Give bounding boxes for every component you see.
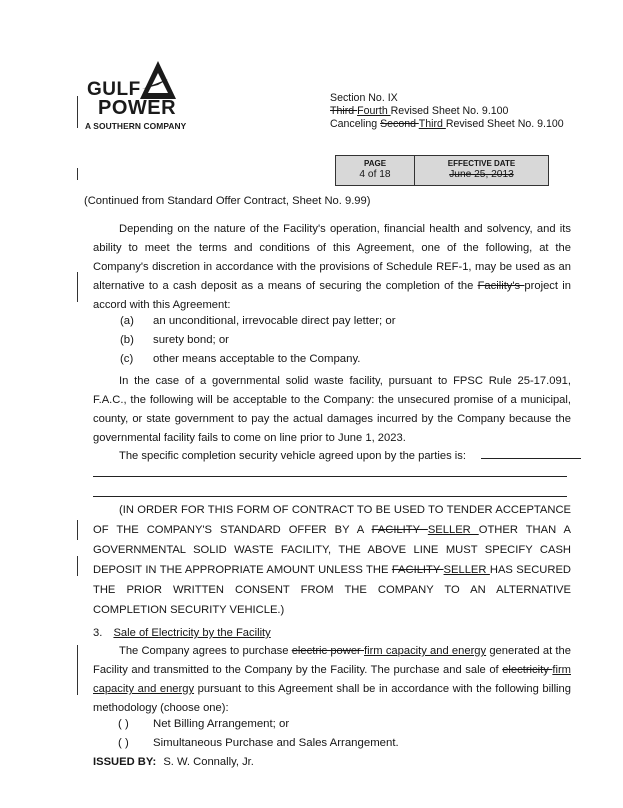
revision-bar bbox=[77, 520, 78, 540]
billing-choice[interactable] bbox=[118, 737, 399, 749]
revision-bar bbox=[77, 96, 78, 128]
sheet-revision bbox=[330, 105, 508, 118]
revision-bar bbox=[77, 645, 78, 695]
list-marker: (a) bbox=[120, 315, 134, 327]
security-vehicle-line bbox=[119, 448, 581, 462]
effective-date-cell bbox=[415, 156, 548, 185]
page-cell bbox=[336, 156, 415, 185]
canceling-revision bbox=[330, 118, 564, 131]
list-text: surety bond; or bbox=[153, 334, 229, 346]
list-text: other means acceptable to the Company. bbox=[153, 353, 361, 365]
issued-name: S. W. Connally, Jr. bbox=[163, 756, 254, 768]
choice-label: Simultaneous Purchase and Sales Arrangement. bbox=[153, 737, 399, 749]
list-marker: (c) bbox=[120, 353, 134, 365]
sheet-rest: Revised Sheet No. 9.100 bbox=[390, 105, 509, 117]
logo-power: POWER bbox=[98, 97, 177, 119]
cancel-old: Second bbox=[380, 118, 419, 130]
choice-label: Net Billing Arrangement; or bbox=[153, 718, 290, 730]
sheet-new: Fourth bbox=[357, 105, 391, 117]
revision-bar bbox=[77, 272, 78, 302]
s3-mid: generated at the Facility and transmitted to the Company by the Facility. The purchase and sale of bbox=[93, 645, 571, 676]
continued-note: (Continued from Standard Offer Contract, Sheet No. 9.99) bbox=[84, 195, 371, 207]
s3-after: pursuant to this Agreement shall be in accordance with the following billing methodology (choose one): bbox=[93, 683, 571, 714]
billing-choice[interactable] bbox=[118, 718, 290, 730]
s3-struck1: electric power bbox=[291, 645, 364, 657]
s3-new1: firm capacity and energy bbox=[363, 645, 487, 657]
caps-part1: (IN ORDER FOR THIS FORM OF CONTRACT TO BE USED TO TENDER ACCEPTANCE OF THE COMPANY'S STANDARD OFFER BY A bbox=[93, 504, 571, 536]
page-date-box bbox=[335, 155, 549, 186]
revision-bar bbox=[77, 168, 78, 180]
revision-bar bbox=[77, 556, 78, 576]
cancel-new: Third bbox=[418, 118, 446, 130]
security-vehicle-blank bbox=[481, 448, 581, 459]
page-label: PAGE bbox=[363, 159, 387, 168]
section-number: Section No. IX bbox=[330, 92, 398, 104]
sheet-old: Third bbox=[330, 105, 358, 117]
s3-new2: firm capacity and energy bbox=[93, 664, 571, 695]
para1-before: Depending on the nature of the Facility's operation, financial health and solvency, and its ability to meet the terms and conditions of this Agreement, one of the following, at the Company's discretion in accordance with the provisions of Schedule REF-1, may be used as an alternative to a cash deposit as a means of securing the completion of the bbox=[93, 223, 571, 292]
choice-checkbox[interactable]: ( ) bbox=[118, 718, 129, 730]
choice-checkbox[interactable]: ( ) bbox=[118, 737, 129, 749]
list-marker: (b) bbox=[120, 334, 134, 346]
security-paragraph bbox=[93, 220, 571, 315]
fill-line bbox=[93, 496, 567, 497]
section3-title: Sale of Electricity by the Facility bbox=[113, 627, 271, 639]
section3-heading bbox=[93, 627, 271, 639]
list-item bbox=[120, 353, 361, 365]
governmental-paragraph: In the case of a governmental solid waste facility, pursuant to FPSC Rule 25-17.091, F.A.C., the following will be acceptable to the Company: the unsecured promise of a municipal, county, or state government to pay the actual damages incurred by the Company because the governmental facility fails to come on line prior to June 1, 2023. bbox=[93, 375, 571, 444]
caps-new2: SELLER bbox=[443, 564, 490, 576]
logo-subtitle: A SOUTHERN COMPANY bbox=[85, 121, 187, 131]
page-value: 4 of 18 bbox=[359, 169, 391, 180]
instruction-paragraph bbox=[93, 500, 571, 620]
caps-part2: OTHER THAN A GOVERNMENTAL SOLID WASTE FACILITY, THE ABOVE LINE MUST SPECIFY CASH DEPOSIT IN THE APPROPRIATE AMOUNT UNLESS THE bbox=[93, 524, 571, 576]
logo-gulf: GULF bbox=[87, 79, 141, 100]
para1-after: project in accord with this Agreement: bbox=[93, 280, 571, 311]
cancel-rest: Revised Sheet No. 9.100 bbox=[445, 118, 564, 130]
fill-line bbox=[93, 476, 567, 477]
security-vehicle-label: The specific completion security vehicle agreed upon by the parties is: bbox=[119, 450, 466, 462]
list-text: an unconditional, irrevocable direct pay letter; or bbox=[153, 315, 396, 327]
caps-new1: SELLER bbox=[427, 524, 479, 536]
caps-struck2: FACILITY bbox=[391, 564, 444, 576]
issued-by bbox=[93, 756, 254, 768]
section3-paragraph bbox=[93, 642, 571, 718]
effective-date-label: EFFECTIVE DATE bbox=[447, 159, 516, 168]
list-item bbox=[120, 334, 229, 346]
s3-struck2: electricity bbox=[502, 664, 553, 676]
list-item bbox=[120, 315, 396, 327]
para1-struck: Facility's bbox=[477, 280, 525, 292]
s3-before: The Company agrees to purchase bbox=[119, 645, 292, 657]
effective-date-value: June 25, 2013 bbox=[449, 169, 514, 180]
caps-struck1: FACILITY bbox=[371, 524, 428, 536]
issued-label: ISSUED BY: bbox=[93, 756, 157, 768]
caps-part3: HAS SECURED THE PRIOR WRITTEN CONSENT FROM THE COMPANY TO AN ALTERNATIVE COMPLETION SECURITY VEHICLE.) bbox=[93, 564, 571, 616]
cancel-prefix: Canceling bbox=[330, 118, 381, 130]
section3-number: 3. bbox=[93, 627, 103, 639]
